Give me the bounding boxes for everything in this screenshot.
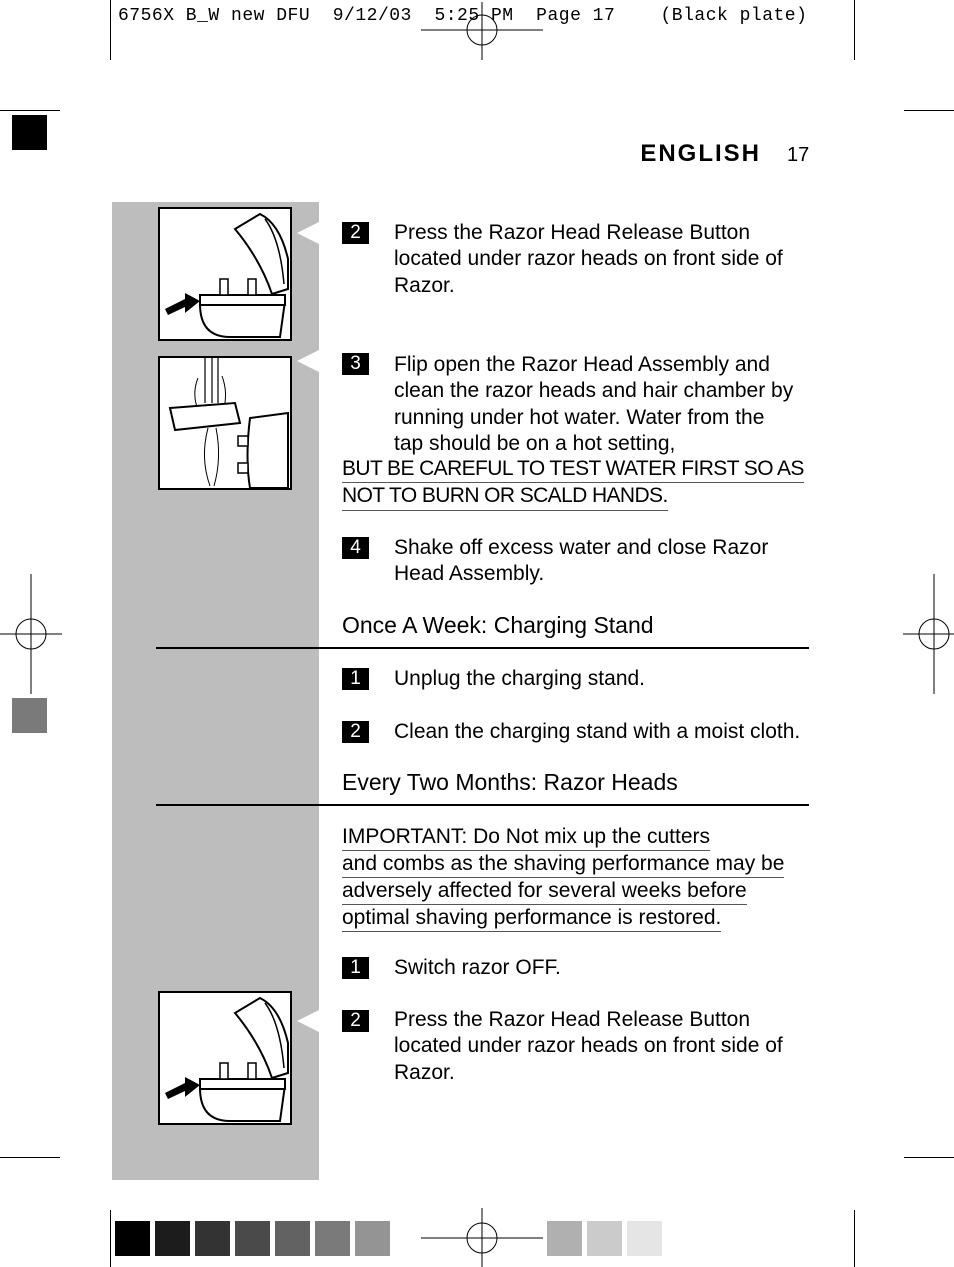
illustration-pointer xyxy=(297,222,319,244)
hot-water-warning: BUT BE CAREFUL TO TEST WATER FIRST SO AS NOT TO BURN OR SCALD HANDS. xyxy=(342,456,804,511)
section-title-weekly: Once A Week: Charging Stand xyxy=(342,612,654,638)
step-number-badge: 1 xyxy=(342,957,369,979)
printer-slug: 6756X B_W new DFU 9/12/03 5:25 PM Page 17 (Black plate) xyxy=(118,6,808,26)
step-text: Shake off excess water and close Razor Head Assembly. xyxy=(394,536,769,586)
important-notice: IMPORTANT: Do Not mix up the cutters and combs as the shaving performance may be adversely affected for several weeks before optimal shaving performance is restored. xyxy=(342,824,784,932)
step-number-badge: 2 xyxy=(342,721,369,743)
color-swatch xyxy=(235,1221,270,1256)
registration-mark-icon xyxy=(421,2,543,60)
step-number-badge: 2 xyxy=(342,222,369,244)
step-text: Flip open the Razor Head Assembly and clean the razor heads and hair chamber by running under hot water. Water from the tap should be on a hot setting, xyxy=(394,353,794,455)
registration-mark-icon xyxy=(0,574,62,694)
registration-mark-icon xyxy=(903,574,954,694)
step-text: Press the Razor Head Release Button located under razor heads on front side of Razor. xyxy=(394,221,783,297)
razor-rinse-illustration xyxy=(158,356,292,490)
crop-mark xyxy=(110,1210,111,1267)
color-swatch xyxy=(115,1221,150,1256)
crop-mark xyxy=(0,1157,60,1158)
section-rule xyxy=(156,647,809,649)
crop-mark xyxy=(0,110,60,111)
crop-mark xyxy=(904,110,954,111)
color-swatch xyxy=(547,1221,582,1256)
color-block-black xyxy=(12,115,47,150)
step-text: Switch razor OFF. xyxy=(394,956,561,979)
color-block-gray xyxy=(12,698,47,733)
step-number-badge: 2 xyxy=(342,1010,369,1032)
color-swatch xyxy=(627,1221,662,1256)
color-swatch xyxy=(355,1221,390,1256)
step-number-badge: 4 xyxy=(342,537,369,559)
color-swatch xyxy=(195,1221,230,1256)
crop-mark xyxy=(110,0,111,60)
razor-head-open-illustration xyxy=(158,991,292,1125)
section-title-bimonthly: Every Two Months: Razor Heads xyxy=(342,769,678,795)
step-number-badge: 3 xyxy=(342,353,369,375)
crop-mark xyxy=(904,1157,954,1158)
razor-head-open-illustration xyxy=(158,207,292,341)
step-number-badge: 1 xyxy=(342,668,369,690)
step-text: Press the Razor Head Release Button located under razor heads on front side of Razor. xyxy=(394,1008,783,1084)
crop-mark xyxy=(854,0,855,60)
page-number: 17 xyxy=(787,144,810,166)
illustration-pointer xyxy=(297,350,319,372)
illustration-pointer xyxy=(297,1010,319,1032)
section-rule xyxy=(156,804,809,806)
color-swatch xyxy=(315,1221,350,1256)
color-swatch xyxy=(275,1221,310,1256)
crop-mark xyxy=(854,1210,855,1267)
color-swatch xyxy=(155,1221,190,1256)
step-text: Unplug the charging stand. xyxy=(394,667,646,690)
registration-mark-icon xyxy=(421,1208,543,1267)
color-swatch xyxy=(587,1221,622,1256)
page-language-heading: ENGLISH xyxy=(640,140,761,167)
step-text: Clean the charging stand with a moist cloth. xyxy=(394,720,801,743)
